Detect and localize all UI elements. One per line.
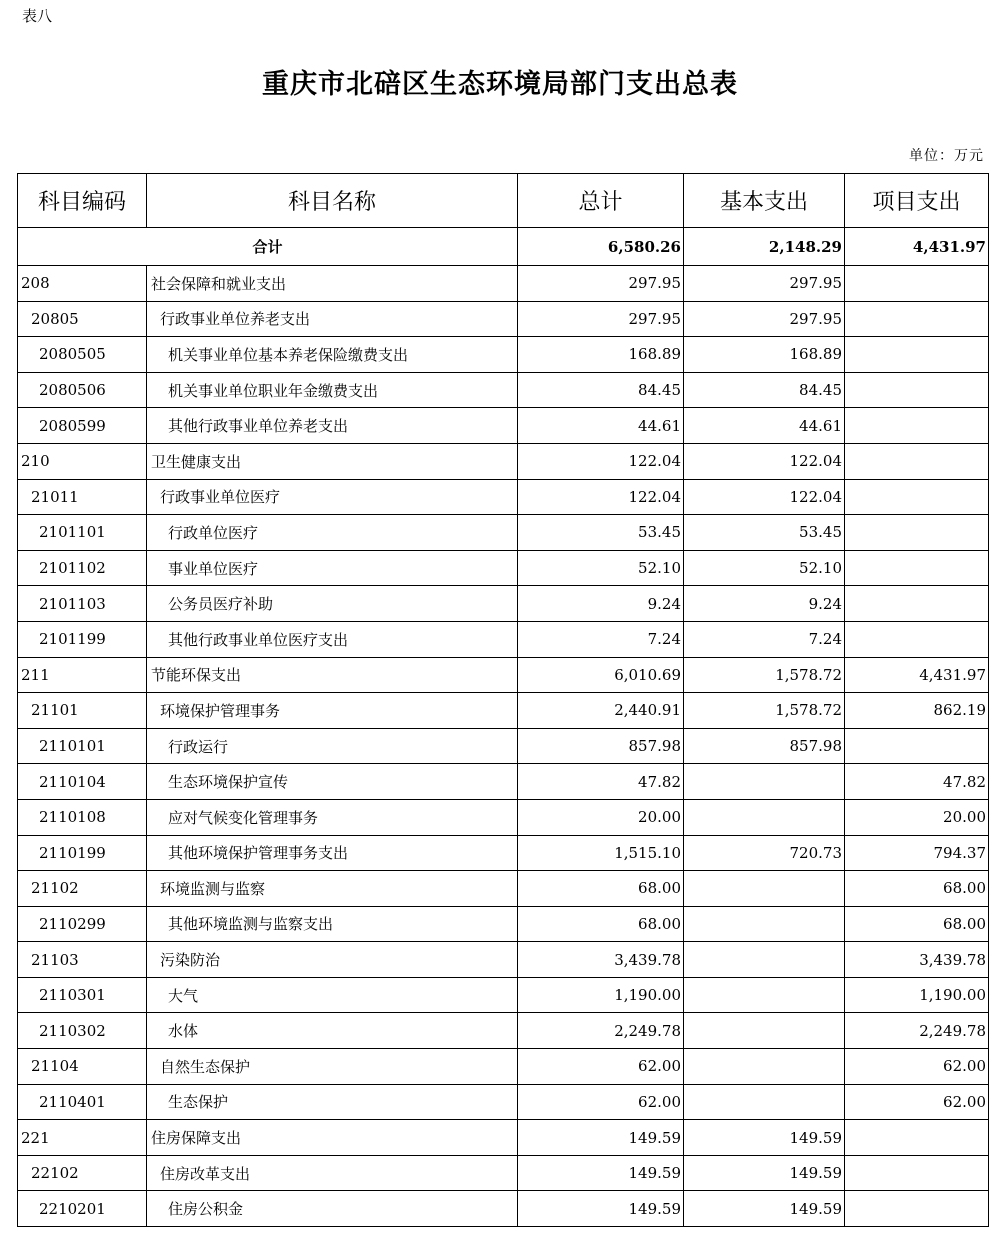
row-code: 208 [18, 266, 147, 302]
row-code: 2080599 [18, 408, 147, 444]
row-project [845, 586, 989, 622]
row-project: 62.00 [845, 1049, 989, 1085]
table-row [18, 479, 989, 515]
row-code: 2101102 [18, 550, 147, 586]
table-row [18, 301, 989, 337]
table-row [18, 906, 989, 942]
row-project [845, 479, 989, 515]
row-basic: 9.24 [684, 586, 845, 622]
table-row [18, 764, 989, 800]
row-project [845, 550, 989, 586]
row-code: 22102 [18, 1155, 147, 1191]
row-total: 20.00 [518, 799, 684, 835]
table-row [18, 1155, 989, 1191]
row-name: 其他行政事业单位养老支出 [147, 408, 518, 444]
row-project [845, 1155, 989, 1191]
row-total: 857.98 [518, 728, 684, 764]
header-code: 科目编码 [18, 174, 147, 228]
row-basic: 44.61 [684, 408, 845, 444]
row-code: 211 [18, 657, 147, 693]
unit-label: 单位：万元 [909, 148, 984, 164]
row-name: 机关事业单位基本养老保险缴费支出 [147, 337, 518, 373]
row-total: 149.59 [518, 1155, 684, 1191]
header-project: 项目支出 [845, 174, 989, 228]
row-code: 2110101 [18, 728, 147, 764]
row-name: 住房公积金 [147, 1191, 518, 1227]
row-code: 2101199 [18, 621, 147, 657]
row-project: 2,249.78 [845, 1013, 989, 1049]
row-name: 应对气候变化管理事务 [147, 799, 518, 835]
row-name: 污染防治 [147, 942, 518, 978]
row-basic: 297.95 [684, 301, 845, 337]
row-code: 2110401 [18, 1084, 147, 1120]
table-row [18, 1084, 989, 1120]
row-total: 2,440.91 [518, 693, 684, 729]
total-row [18, 228, 989, 266]
table-row [18, 942, 989, 978]
header-name: 科目名称 [147, 174, 518, 228]
row-project: 3,439.78 [845, 942, 989, 978]
row-code: 2101101 [18, 515, 147, 551]
total-total: 6,580.26 [518, 228, 684, 266]
row-basic: 1,578.72 [684, 657, 845, 693]
row-code: 21102 [18, 871, 147, 907]
row-total: 1,515.10 [518, 835, 684, 871]
row-name: 生态环境保护宣传 [147, 764, 518, 800]
row-code: 2080505 [18, 337, 147, 373]
table-row [18, 550, 989, 586]
total-label: 合计 [18, 228, 518, 266]
row-project [845, 621, 989, 657]
table-row [18, 1013, 989, 1049]
row-basic [684, 1084, 845, 1120]
row-name: 公务员医疗补助 [147, 586, 518, 622]
row-basic [684, 1013, 845, 1049]
table-row [18, 443, 989, 479]
row-total: 2,249.78 [518, 1013, 684, 1049]
header-basic: 基本支出 [684, 174, 845, 228]
row-name: 行政事业单位养老支出 [147, 301, 518, 337]
row-name: 水体 [147, 1013, 518, 1049]
row-code: 21103 [18, 942, 147, 978]
row-project [845, 1191, 989, 1227]
table-row [18, 693, 989, 729]
row-basic: 122.04 [684, 479, 845, 515]
table-row [18, 515, 989, 551]
table-row [18, 657, 989, 693]
row-name: 行政单位医疗 [147, 515, 518, 551]
row-project: 794.37 [845, 835, 989, 871]
row-code: 2080506 [18, 372, 147, 408]
row-total: 68.00 [518, 906, 684, 942]
row-code: 21011 [18, 479, 147, 515]
row-name: 机关事业单位职业年金缴费支出 [147, 372, 518, 408]
row-name: 节能环保支出 [147, 657, 518, 693]
row-code: 21101 [18, 693, 147, 729]
table-row [18, 337, 989, 373]
row-code: 21104 [18, 1049, 147, 1085]
table-row [18, 799, 989, 835]
row-project: 68.00 [845, 906, 989, 942]
table-row [18, 977, 989, 1013]
row-name: 行政运行 [147, 728, 518, 764]
row-basic: 149.59 [684, 1120, 845, 1156]
table-row [18, 1120, 989, 1156]
row-project: 20.00 [845, 799, 989, 835]
row-project [845, 337, 989, 373]
row-total: 7.24 [518, 621, 684, 657]
expenditure-table [17, 173, 989, 1227]
row-code: 2110299 [18, 906, 147, 942]
row-basic: 122.04 [684, 443, 845, 479]
total-basic: 2,148.29 [684, 228, 845, 266]
row-name: 社会保障和就业支出 [147, 266, 518, 302]
row-basic: 857.98 [684, 728, 845, 764]
table-row [18, 372, 989, 408]
header-total: 总计 [518, 174, 684, 228]
row-code: 2110199 [18, 835, 147, 871]
row-code: 2101103 [18, 586, 147, 622]
table-row [18, 266, 989, 302]
row-total: 6,010.69 [518, 657, 684, 693]
header-row [18, 174, 989, 228]
row-basic: 84.45 [684, 372, 845, 408]
row-name: 住房保障支出 [147, 1120, 518, 1156]
table-row [18, 621, 989, 657]
row-basic: 53.45 [684, 515, 845, 551]
row-basic: 297.95 [684, 266, 845, 302]
table-row [18, 871, 989, 907]
row-total: 68.00 [518, 871, 684, 907]
row-project [845, 1120, 989, 1156]
row-project [845, 301, 989, 337]
row-basic: 149.59 [684, 1191, 845, 1227]
table-row [18, 1049, 989, 1085]
row-basic [684, 799, 845, 835]
row-name: 环境保护管理事务 [147, 693, 518, 729]
row-basic [684, 977, 845, 1013]
row-total: 62.00 [518, 1084, 684, 1120]
row-name: 住房改革支出 [147, 1155, 518, 1191]
row-total: 297.95 [518, 301, 684, 337]
row-basic [684, 764, 845, 800]
row-total: 9.24 [518, 586, 684, 622]
row-total: 297.95 [518, 266, 684, 302]
row-total: 84.45 [518, 372, 684, 408]
row-basic: 52.10 [684, 550, 845, 586]
row-basic: 168.89 [684, 337, 845, 373]
table-number: 表八 [22, 7, 53, 25]
row-code: 2110302 [18, 1013, 147, 1049]
row-total: 62.00 [518, 1049, 684, 1085]
row-code: 2210201 [18, 1191, 147, 1227]
row-total: 149.59 [518, 1120, 684, 1156]
row-name: 大气 [147, 977, 518, 1013]
table-row [18, 408, 989, 444]
row-basic [684, 871, 845, 907]
row-total: 44.61 [518, 408, 684, 444]
row-code: 210 [18, 443, 147, 479]
row-code: 2110108 [18, 799, 147, 835]
row-total: 122.04 [518, 443, 684, 479]
row-total: 52.10 [518, 550, 684, 586]
row-total: 1,190.00 [518, 977, 684, 1013]
row-basic: 1,578.72 [684, 693, 845, 729]
row-project [845, 728, 989, 764]
row-total: 168.89 [518, 337, 684, 373]
total-project: 4,431.97 [845, 228, 989, 266]
row-basic [684, 942, 845, 978]
row-total: 3,439.78 [518, 942, 684, 978]
row-name: 自然生态保护 [147, 1049, 518, 1085]
row-project [845, 408, 989, 444]
row-basic: 7.24 [684, 621, 845, 657]
table-row [18, 835, 989, 871]
row-project [845, 266, 989, 302]
row-name: 环境监测与监察 [147, 871, 518, 907]
row-project [845, 515, 989, 551]
row-basic [684, 906, 845, 942]
row-total: 53.45 [518, 515, 684, 551]
row-basic [684, 1049, 845, 1085]
row-name: 其他环境保护管理事务支出 [147, 835, 518, 871]
row-basic: 720.73 [684, 835, 845, 871]
row-basic: 149.59 [684, 1155, 845, 1191]
row-code: 221 [18, 1120, 147, 1156]
row-project: 62.00 [845, 1084, 989, 1120]
row-total: 122.04 [518, 479, 684, 515]
row-name: 其他环境监测与监察支出 [147, 906, 518, 942]
row-project: 1,190.00 [845, 977, 989, 1013]
row-project: 4,431.97 [845, 657, 989, 693]
row-code: 2110301 [18, 977, 147, 1013]
row-code: 2110104 [18, 764, 147, 800]
row-total: 149.59 [518, 1191, 684, 1227]
table-row [18, 586, 989, 622]
row-code: 20805 [18, 301, 147, 337]
row-project [845, 443, 989, 479]
row-name: 事业单位医疗 [147, 550, 518, 586]
row-project [845, 372, 989, 408]
row-name: 行政事业单位医疗 [147, 479, 518, 515]
table-row [18, 1191, 989, 1227]
row-name: 生态保护 [147, 1084, 518, 1120]
row-project: 68.00 [845, 871, 989, 907]
row-project: 862.19 [845, 693, 989, 729]
page-title: 重庆市北碚区生态环境局部门支出总表 [262, 69, 738, 100]
row-name: 其他行政事业单位医疗支出 [147, 621, 518, 657]
row-total: 47.82 [518, 764, 684, 800]
row-name: 卫生健康支出 [147, 443, 518, 479]
table-row [18, 728, 989, 764]
row-project: 47.82 [845, 764, 989, 800]
